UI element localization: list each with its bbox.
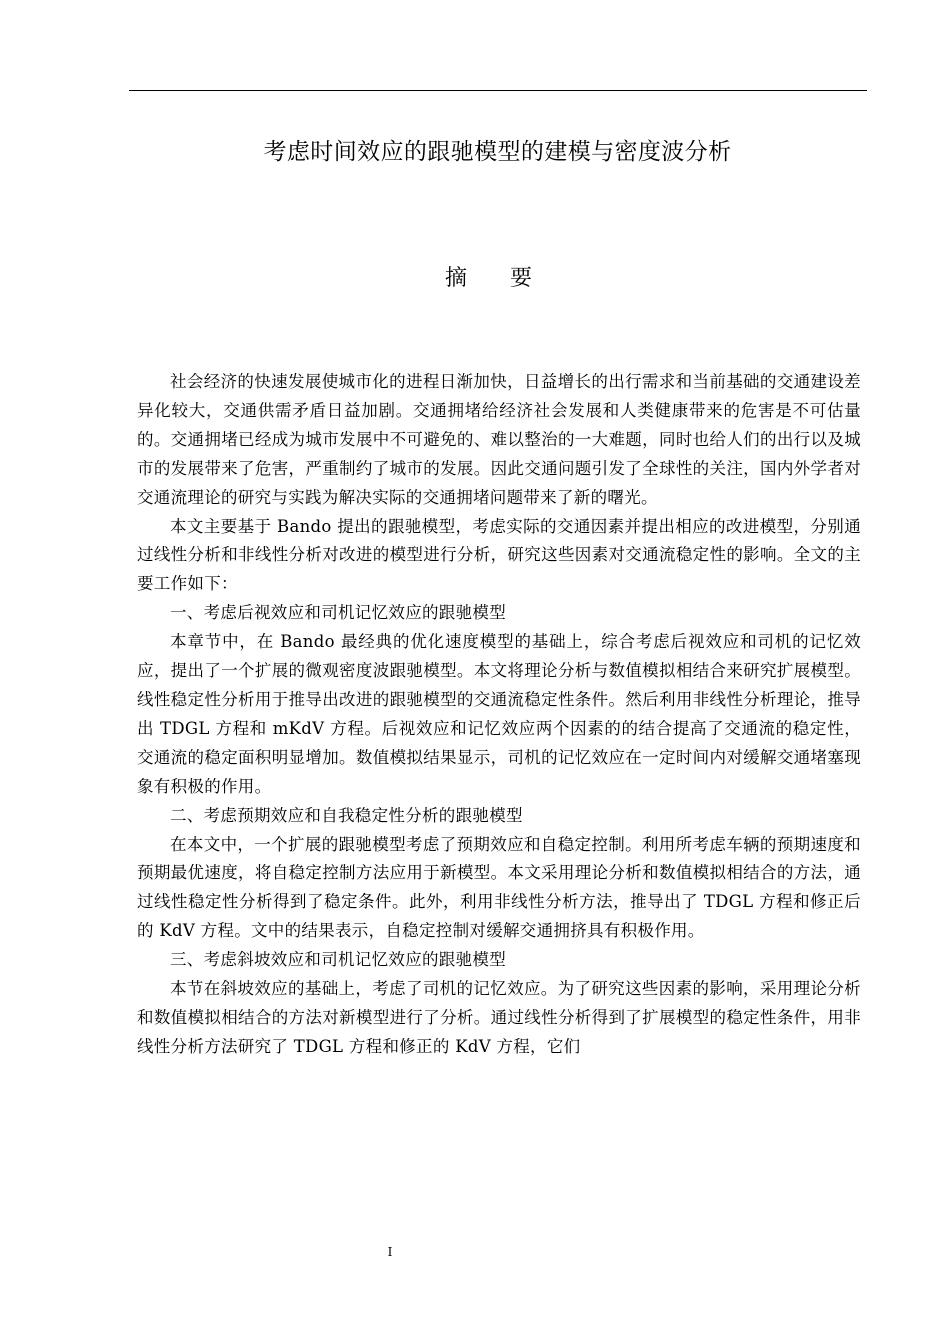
- paragraph-section-1: 本章节中，在 Bando 最经典的优化速度模型的基础上，综合考虑后视效应和司机的记忆效应，提出了一个扩展的微观密度波跟驰模型。本文将理论分析与数值模拟相结合来研究扩展模型。线性稳定性分析用于推导出改进的跟驰模型的交通流稳定性条件。然后利用非线性分析理论，推导出 TDGL 方程和 mKdV 方程。后视效应和记忆效应两个因素的的结合提高了交通流的稳定性，交通流的稳定面积明显增加。数值模拟结果显示，司机的记忆效应在一定时间内对缓解交通堵塞现象有积极的作用。: [137, 632, 861, 796]
- paragraph-background: 社会经济的快速发展使城市化的进程日渐加快，日益增长的出行需求和当前基础的交通建设差异化较大，交通供需矛盾日益加剧。交通拥堵给经济社会发展和人类健康带来的危害是不可估量的。交通拥堵已经成为城市发展中不可避免的、难以整治的一大难题，同时也给人们的出行以及城市的发展带来了危害，严重制约了城市的发展。因此交通问题引发了全球性的关注，国内外学者对交通流理论的研究与实践为解决实际的交通拥堵问题带来了新的曙光。: [137, 372, 861, 507]
- section-heading-3: 三、考虑斜坡效应和司机记忆效应的跟驰模型: [170, 950, 506, 970]
- thesis-title: 考虑时间效应的跟驰模型的建模与密度波分析: [263, 139, 732, 165]
- section-heading-2: 二、考虑预期效应和自我稳定性分析的跟驰模型: [170, 805, 523, 825]
- paragraph-overview: 本文主要基于 Bando 提出的跟驰模型，考虑实际的交通因素并提出相应的改进模型，分别通过线性分析和非线性分析对改进的模型进行分析，研究这些因素对交通流稳定性的影响。全文的主要工作如下：: [137, 516, 861, 594]
- header-rule: [129, 90, 867, 91]
- paragraph-section-3: 本节在斜坡效应的基础上，考虑了司机的记忆效应。为了研究这些因素的影响，采用理论分析和数值模拟相结合的方法对新模型进行了分析。通过线性分析得到了扩展模型的稳定性条件，用非线性分析方法研究了 TDGL 方程和修正的 KdV 方程，它们: [137, 979, 861, 1056]
- abstract-heading: 摘 要: [445, 266, 550, 291]
- page-number: I: [387, 1245, 393, 1259]
- abstract-body: [137, 368, 861, 1062]
- paragraph-section-2: 在本文中，一个扩展的跟驰模型考虑了预期效应和自稳定控制。利用所考虑车辆的预期速度和预期最优速度，将自稳定控制方法应用于新模型。本文采用理论分析和数值模拟相结合的方法，通过线性稳定性分析得到了稳定条件。此外，利用非线性分析方法，推导出了 TDGL 方程和修正后的 KdV 方程。文中的结果表示，自稳定控制对缓解交通拥挤具有积极作用。: [137, 834, 861, 941]
- section-heading-1: 一、考虑后视效应和司机记忆效应的跟驰模型: [170, 603, 506, 623]
